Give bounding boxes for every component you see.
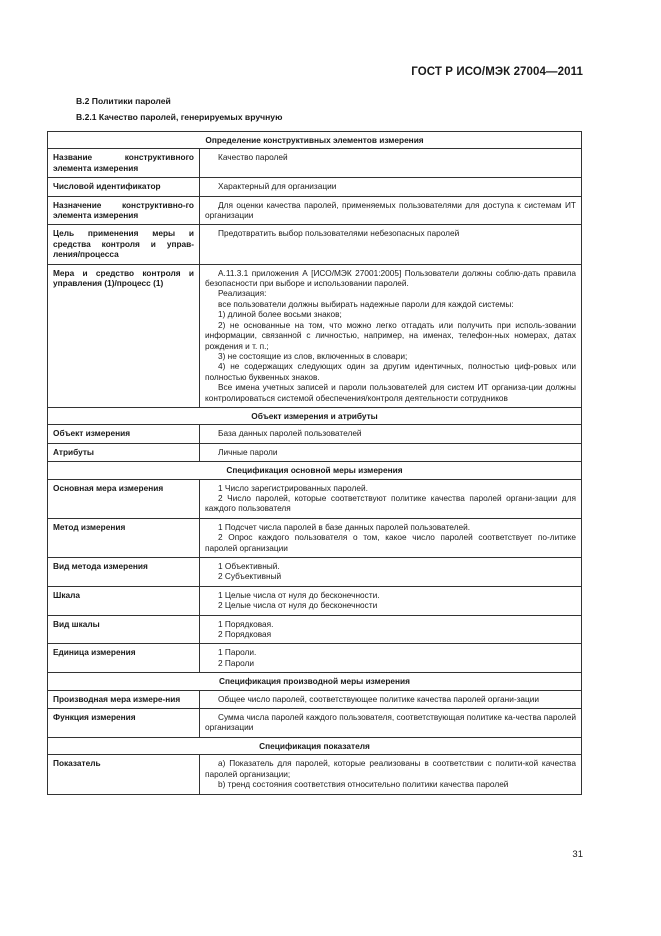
row-value: Общее число паролей, соответствующее политике качества паролей органи-зации xyxy=(200,690,582,708)
table-row xyxy=(48,425,582,443)
row-label: Объект измерения xyxy=(48,425,200,443)
standard-header: ГОСТ Р ИСО/МЭК 27004—2011 xyxy=(411,66,583,78)
row-label: Основная мера измерения xyxy=(48,479,200,518)
row-value: А.11.3.1 приложения А [ИСО/МЭК 27001:2005] Пользователи должны соблю-дать правила безопасности при выборе и использовании паролей. Реализация: все пользователи должны выбирать надежные пароли для каждой системы: 1) длиной более восьми знаков; 2) не основанные на том, что можно легко отгадать или получить при исполь-зовании информации, связанной с личностью, например, на именах, телефон-ных номерах, датах рождения и т. п.; 3) не состоящие из слов, включенных в словари; 4) не содержащих следующих один за другим идентичных, полностью циф-ровых или полностью буквенных знаков. Все имена учетных записей и пароли пользователей для систем ИТ организа-ции должны контролироваться системой обеспечения/контроля деятельности сотрудников xyxy=(200,264,582,407)
row-value: Сумма числа паролей каждого пользователя, соответствующая политике ка-чества паролей организации xyxy=(200,709,582,738)
table-row xyxy=(48,264,582,407)
table-row xyxy=(48,479,582,518)
row-value: Предотвратить выбор пользователями небезопасных паролей xyxy=(200,225,582,264)
row-label: Числовой идентификатор xyxy=(48,178,200,196)
table-row xyxy=(48,755,582,794)
table-row xyxy=(48,518,582,557)
row-value: 1 Целые числа от нуля до бесконечности. 2 Целые числа от нуля до бесконечности xyxy=(200,586,582,615)
section-row xyxy=(48,737,582,754)
subsection-heading: В.2.1 Качество паролей, генерируемых вручную xyxy=(76,112,283,122)
row-value: Для оценки качества паролей, применяемых пользователями для доступа к системам ИТ организации xyxy=(200,196,582,225)
row-label: Функция измерения xyxy=(48,709,200,738)
section-title: Определение конструктивных элементов измерения xyxy=(48,132,582,149)
row-label: Шкала xyxy=(48,586,200,615)
row-label: Единица измерения xyxy=(48,644,200,673)
section-title: Спецификация показателя xyxy=(48,737,582,754)
section-row xyxy=(48,407,582,424)
row-label: Мера и средство контроля и управления (1)/процесс (1) xyxy=(48,264,200,407)
row-label: Цель применения меры и средства контроля и управ-ления/процесса xyxy=(48,225,200,264)
table-row xyxy=(48,615,582,644)
row-value: 1 Порядковая. 2 Порядковая xyxy=(200,615,582,644)
table-row xyxy=(48,709,582,738)
row-label: Производная мера измере-ния xyxy=(48,690,200,708)
specification-table xyxy=(47,131,582,795)
row-label: Метод измерения xyxy=(48,518,200,557)
row-value: 1 Подсчет числа паролей в базе данных паролей пользователей. 2 Опрос каждого пользователя о том, какое число паролей соответствует по-литике паролей организации xyxy=(200,518,582,557)
table-row xyxy=(48,586,582,615)
row-value: Характерный для организации xyxy=(200,178,582,196)
row-label: Показатель xyxy=(48,755,200,794)
row-label: Атрибуты xyxy=(48,443,200,461)
table-row xyxy=(48,178,582,196)
row-label: Вид метода измерения xyxy=(48,558,200,587)
row-value: Качество паролей xyxy=(200,149,582,178)
row-value: 1 Объективный. 2 Субъективный xyxy=(200,558,582,587)
table-row xyxy=(48,225,582,264)
row-value: Личные пароли xyxy=(200,443,582,461)
section-heading: В.2 Политики паролей xyxy=(76,96,171,106)
row-value: База данных паролей пользователей xyxy=(200,425,582,443)
table-row xyxy=(48,690,582,708)
table-row xyxy=(48,558,582,587)
row-label: Назначение конструктивно-го элемента измерения xyxy=(48,196,200,225)
section-title: Спецификация производной меры измерения xyxy=(48,673,582,690)
section-title: Объект измерения и атрибуты xyxy=(48,407,582,424)
row-value: 1 Число зарегистрированных паролей. 2 Число паролей, которые соответствуют политике качества паролей органи-зации для каждого пользователя xyxy=(200,479,582,518)
row-value: a) Показатель для паролей, которые реализованы в соответствии с полити-кой качества паролей организации; b) тренд состояния соответствия относительно политики качества паролей xyxy=(200,755,582,794)
section-row xyxy=(48,462,582,479)
table-row xyxy=(48,443,582,461)
section-title: Спецификация основной меры измерения xyxy=(48,462,582,479)
row-label: Название конструктивного элемента измерения xyxy=(48,149,200,178)
table-row xyxy=(48,196,582,225)
table-row xyxy=(48,644,582,673)
table-row xyxy=(48,149,582,178)
row-value: 1 Пароли. 2 Пароли xyxy=(200,644,582,673)
section-row xyxy=(48,673,582,690)
section-row xyxy=(48,132,582,149)
page-number: 31 xyxy=(572,849,583,860)
row-label: Вид шкалы xyxy=(48,615,200,644)
